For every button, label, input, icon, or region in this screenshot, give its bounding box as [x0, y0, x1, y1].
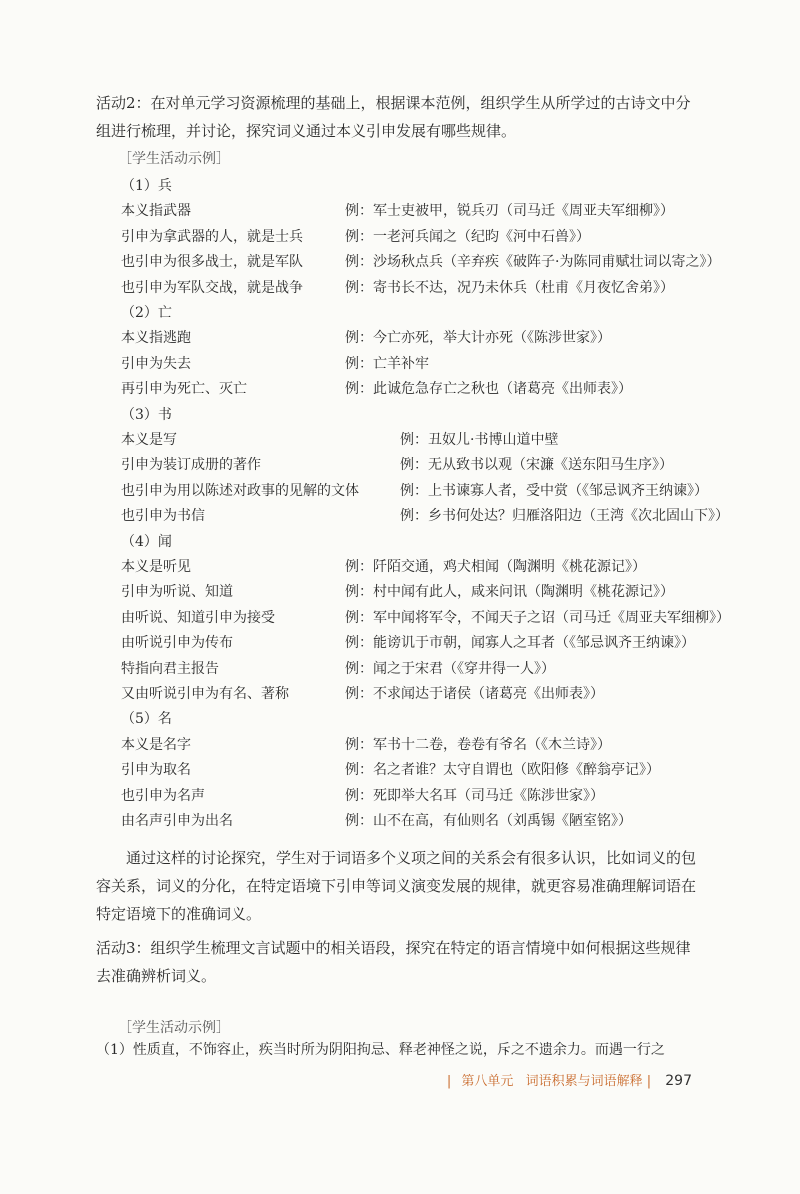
meaning-row — [0, 226, 800, 246]
meaning-row — [0, 759, 800, 779]
meaning-row — [0, 251, 800, 271]
unit-title: 词语积累与词语解释 — [525, 1074, 643, 1089]
page-number: 297 — [665, 1073, 692, 1089]
example-text: 例：闻之于宋君（《穿井得一人》） — [345, 660, 555, 677]
meaning-row — [0, 277, 800, 297]
example-text: 例：死即举大名耳（司马迁《陈涉世家》） — [345, 787, 604, 804]
group-heading: （3）书 — [121, 406, 172, 423]
example-text: 例：无从致书以观（宋濂《送东阳马生序》） — [400, 457, 673, 474]
example-text: 例：丑奴儿·书博山道中壁 — [400, 432, 559, 448]
meaning-text: 本义是听见 — [121, 559, 191, 575]
meaning-row — [0, 785, 800, 805]
meaning-row — [0, 327, 800, 347]
page-footer — [447, 1070, 692, 1089]
example-text: 例：乡书何处达？归雁洛阳边（王湾《次北固山下》） — [400, 508, 729, 525]
meaning-row — [0, 607, 800, 627]
meaning-row — [0, 632, 800, 652]
meaning-text: 由听说、知道引申为接受 — [121, 609, 275, 626]
meaning-row — [0, 556, 800, 576]
meaning-row — [0, 581, 800, 601]
meaning-text: 也引申为用以陈述对政事的见解的文体 — [121, 482, 359, 499]
summary-paragraph: 通过这样的讨论探究，学生对于词语多个义项之间的关系会有很多认识，比如词义的包容关系，词义的分化，在特定语境下引申等词义演变发展的规律，就更容易准确理解词语在特定语境下的准确词义。 — [96, 849, 697, 923]
meaning-text: 引申为取名 — [121, 762, 191, 779]
meaning-text: 也引申为名声 — [121, 787, 205, 804]
footer-divider: | — [446, 1074, 452, 1089]
meaning-text: 也引申为书信 — [121, 508, 205, 525]
meaning-text: 引申为装订成册的著作 — [121, 457, 261, 474]
example-text: 例：一老河兵闻之（纪昀《河中石兽》） — [345, 228, 590, 245]
meaning-text: 特指向君主报告 — [121, 660, 219, 677]
example-text: 例：能谤讥于市朝，闻寡人之耳者（《邹忌讽齐王纳谏》） — [345, 635, 695, 652]
example-text: 例：阡陌交通，鸡犬相闻（陶渊明《桃花源记》） — [345, 559, 646, 575]
example-label: ［学生活动示例］ — [118, 151, 230, 167]
group-heading: （1）兵 — [121, 178, 172, 194]
meaning-text: 引申为听说、知道 — [121, 584, 233, 601]
activity-3-paragraph: 活动3：组织学生梳理文言试题中的相关语段，探究在特定的语言情境中如何根据这些规律去准确辨析词义。 — [96, 939, 691, 985]
meaning-row — [0, 734, 800, 754]
example-text: 例：沙场秋点兵（辛弃疾《破阵子·为陈同甫赋壮词以寄之》） — [345, 254, 721, 271]
meaning-text: 再引申为死亡、灭亡 — [121, 381, 247, 398]
meaning-row — [0, 505, 800, 525]
meaning-text: 也引申为军队交战，就是战争 — [121, 279, 303, 296]
example-text: 例：军士吏被甲，锐兵刃（司马迁《周亚夫军细柳》） — [345, 203, 674, 220]
meaning-text: 本义是名字 — [121, 736, 191, 753]
meaning-row — [0, 353, 800, 373]
example-text: 例：今亡亦死，举大计亦死（《陈涉世家》） — [345, 330, 611, 347]
example-text: 例：不求闻达于诸侯（诸葛亮《出师表》） — [345, 686, 604, 702]
meaning-row — [0, 200, 800, 220]
meaning-row — [0, 683, 800, 703]
example-text: 例：村中闻有此人，咸来问讯（陶渊明《桃花源记》） — [345, 584, 674, 601]
meaning-row — [0, 429, 800, 449]
meaning-row — [0, 454, 800, 474]
group-heading: （2）亡 — [121, 305, 172, 321]
meaning-text: 又由听说引申为有名、著称 — [121, 686, 289, 702]
meaning-text: 本义是写 — [121, 432, 177, 448]
example-text: 例：上书谏寡人者，受中赏（《邹忌讽齐王纳谏》） — [400, 482, 708, 499]
example-label-2: ［学生活动示例］ — [118, 1020, 230, 1036]
unit-label: 第八单元 — [461, 1074, 514, 1089]
example-text: 例：名之者谁？太守自谓也（欧阳修《醉翁亭记》） — [345, 762, 660, 779]
meaning-text: 本义指逃跑 — [121, 330, 191, 347]
example-text: 例：军书十二卷，卷卷有爷名（《木兰诗》） — [345, 736, 611, 753]
meaning-text: 引申为失去 — [121, 355, 191, 372]
group-heading: （4）闻 — [121, 533, 172, 550]
meaning-row — [0, 658, 800, 678]
example-text: 例：寄书长不达，况乃未休兵（杜甫《月夜忆舍弟》） — [345, 279, 674, 296]
example-text: 例：军中闻将军令，不闻天子之诏（司马迁《周亚夫军细柳》） — [345, 609, 730, 626]
meaning-text: 由听说引申为传布 — [121, 635, 233, 652]
meaning-row — [0, 480, 800, 500]
meaning-row — [0, 378, 800, 398]
footer-divider-2: | — [646, 1074, 652, 1089]
meaning-text: 也引申为很多战士，就是军队 — [121, 254, 303, 271]
activity-3-example: （1）性质直，不饰容止，疾当时所为阴阳拘忌、释老神怪之说，斥之不遗余力。而遇一行之 — [96, 1042, 665, 1058]
meaning-row — [0, 810, 800, 830]
activity-2-paragraph: 活动2：在对单元学习资源梳理的基础上，根据课本范例，组织学生从所学过的古诗文中分组进行梳理，并讨论，探究词义通过本义引申发展有哪些规律。 — [96, 94, 691, 140]
example-text: 例：亡羊补牢 — [345, 355, 429, 372]
example-text: 例：此诚危急存亡之秋也（诸葛亮《出师表》） — [345, 381, 632, 398]
example-text: 例：山不在高，有仙则名（刘禹锡《陋室铭》） — [345, 813, 632, 829]
group-heading: （5）名 — [121, 711, 172, 728]
meaning-text: 本义指武器 — [121, 203, 191, 220]
meaning-text: 由名声引申为出名 — [121, 813, 233, 829]
meaning-text: 引申为拿武器的人，就是士兵 — [121, 228, 303, 245]
